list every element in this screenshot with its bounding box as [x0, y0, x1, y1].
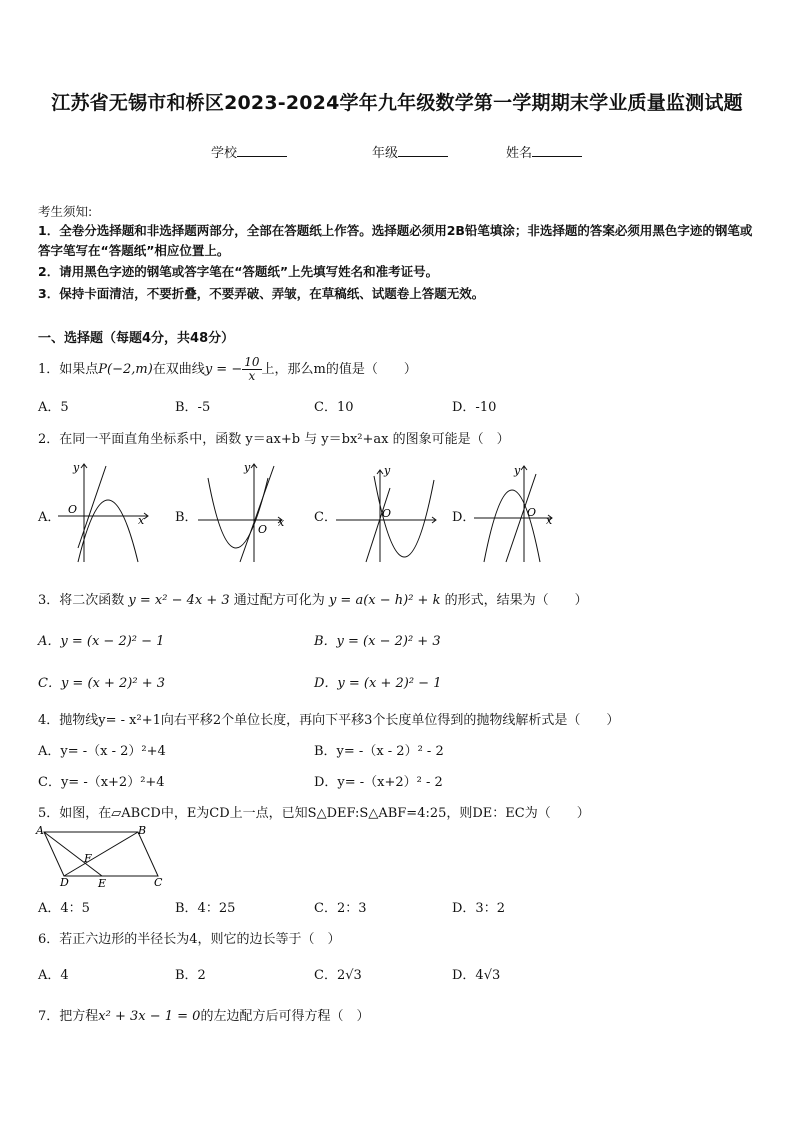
label-b: B	[138, 824, 147, 837]
q1-point: P(−2,m)	[98, 362, 153, 377]
origin-label: O	[258, 523, 268, 536]
q2-option-d[interactable]: D．	[452, 510, 476, 525]
q4-option-b[interactable]: B．y= -（x - 2）² - 2	[314, 744, 444, 759]
q3-option-a[interactable]: A．y = (x − 2)² − 1	[38, 634, 165, 649]
q1-option-a[interactable]: A．5	[38, 400, 69, 415]
parabola	[208, 478, 268, 548]
school-field	[211, 142, 287, 161]
line	[366, 488, 390, 562]
q5-option-a[interactable]: A．4：5	[38, 901, 90, 916]
grade-field	[372, 142, 448, 161]
q2-graph-b	[198, 458, 298, 564]
q5-option-d[interactable]: D．3：2	[452, 901, 505, 916]
grade-blank	[398, 144, 448, 157]
y-label: y	[514, 464, 521, 477]
q3-pre: 3．将二次函数	[38, 593, 125, 608]
q2-graph-d	[474, 458, 574, 564]
question-2: 2．在同一平面直角坐标系中，函数 y＝ax+b 与 y＝bx²+ax 的图象可能是（ ）	[38, 432, 510, 447]
q3-function: y = x² − 4x + 3	[128, 593, 230, 608]
q1-mid: 在双曲线	[152, 362, 205, 377]
parabola	[484, 490, 540, 562]
q3-form: y = a(x − h)² + k	[328, 593, 441, 608]
q3-post: 的形式，结果为（ ）	[444, 593, 588, 608]
name-field	[506, 142, 582, 161]
q6-option-a[interactable]: A．4	[38, 968, 69, 983]
q3-option-b[interactable]: B．y = (x − 2)² + 3	[314, 634, 441, 649]
parabola	[78, 500, 138, 562]
q7-post: 的左边配方后可得方程（ ）	[200, 1009, 370, 1024]
name-label: 姓名	[506, 146, 533, 161]
q6-option-b[interactable]: B．2	[175, 968, 206, 983]
question-6: 6．若正六边形的半径长为4，则它的边长等于（ ）	[38, 932, 341, 947]
q3-option-d[interactable]: D．y = (x + 2)² − 1	[314, 676, 442, 691]
x-label: x	[546, 514, 553, 527]
line	[240, 466, 274, 562]
q5-parallelogram-figure	[32, 822, 167, 892]
origin-label: O	[68, 503, 78, 516]
q1-function: y = −	[204, 362, 243, 377]
q6-option-c[interactable]: C．2√3	[314, 968, 362, 983]
q1-post: 上，那么m的值是（ ）	[261, 362, 417, 377]
notice-item-2: 2．请用黑色字迹的钢笔或答字笔在“答题纸”上先填写姓名和准考证号。	[38, 264, 439, 279]
x-label: x	[138, 514, 145, 527]
label-d: D	[60, 876, 69, 889]
q1-option-d[interactable]: D．-10	[452, 400, 497, 415]
school-blank	[237, 144, 287, 157]
q5-option-b[interactable]: B．4：25	[175, 901, 236, 916]
y-label: y	[244, 461, 251, 474]
question-3	[38, 589, 588, 608]
q2-option-a[interactable]: A．	[38, 510, 61, 525]
name-blank	[532, 144, 582, 157]
origin-label: O	[382, 507, 392, 520]
notice-item-3: 3．保持卡面清洁，不要折叠，不要弄破、弄皱，在草稿纸、试题卷上答题无效。	[38, 286, 485, 301]
notice-heading: 考生须知:	[38, 204, 93, 219]
section-heading: 一、选择题（每题4分，共48分）	[38, 331, 235, 346]
q7-pre: 7．把方程	[38, 1009, 99, 1024]
q1-denominator: x	[248, 369, 256, 383]
q1-pre: 1．如果点	[38, 362, 99, 377]
grade-label: 年级	[372, 146, 399, 161]
q3-mid: 通过配方可化为	[233, 593, 325, 608]
q5-option-c[interactable]: C．2：3	[314, 901, 367, 916]
page-title: 江苏省无锡市和桥区2023-2024学年九年级数学第一学期期末学业质量监测试题	[51, 92, 743, 114]
x-label: x	[278, 516, 285, 529]
question-4: 4．抛物线y= - x²+1向右平移2个单位长度，再向下平移3个长度单位得到的抛物线解析式是（ ）	[38, 713, 620, 728]
label-a: A	[36, 824, 44, 837]
q4-option-c[interactable]: C．y= -（x+2）²+4	[38, 775, 165, 790]
q1-option-b[interactable]: B．-5	[175, 400, 211, 415]
question-5: 5．如图，在▱ABCD中，E为CD上一点，已知S△DEF:S△ABF=4:25，则DE：EC为（ ）	[38, 806, 590, 821]
q6-option-d[interactable]: D．4√3	[452, 968, 501, 983]
y-label: y	[384, 464, 391, 477]
school-label: 学校	[211, 146, 238, 161]
label-e: E	[98, 877, 107, 890]
segment-ae	[44, 832, 102, 876]
q7-equation: x² + 3x − 1 = 0	[98, 1009, 201, 1024]
q2-graph-a	[58, 458, 158, 564]
q1-option-c[interactable]: C．10	[314, 400, 354, 415]
q3-option-c[interactable]: C．y = (x + 2)² + 3	[38, 676, 165, 691]
origin-label: O	[527, 506, 537, 519]
q4-option-d[interactable]: D．y= -（x+2）² - 2	[314, 775, 443, 790]
q2-option-b[interactable]: B．	[175, 510, 198, 525]
question-1	[38, 356, 417, 383]
label-f: F	[84, 852, 92, 865]
notice-item-1: 1．全卷分选择题和非选择题两部分，全部在答题纸上作答。选择题必须用2B铅笔填涂；非选择题的答案必须用黑色字迹的钢笔或答字笔写在“答题纸”相应位置上。	[38, 223, 753, 258]
q4-option-a[interactable]: A．y= -（x - 2）²+4	[38, 744, 166, 759]
label-c: C	[154, 876, 163, 889]
q2-graph-c	[336, 458, 441, 564]
question-7	[38, 1005, 369, 1024]
line	[78, 466, 106, 548]
q1-numerator: 10	[244, 355, 260, 369]
q2-option-c[interactable]: C．	[314, 510, 337, 525]
segment-bd	[64, 832, 138, 876]
y-label: y	[73, 461, 80, 474]
q1-fraction	[242, 356, 261, 383]
